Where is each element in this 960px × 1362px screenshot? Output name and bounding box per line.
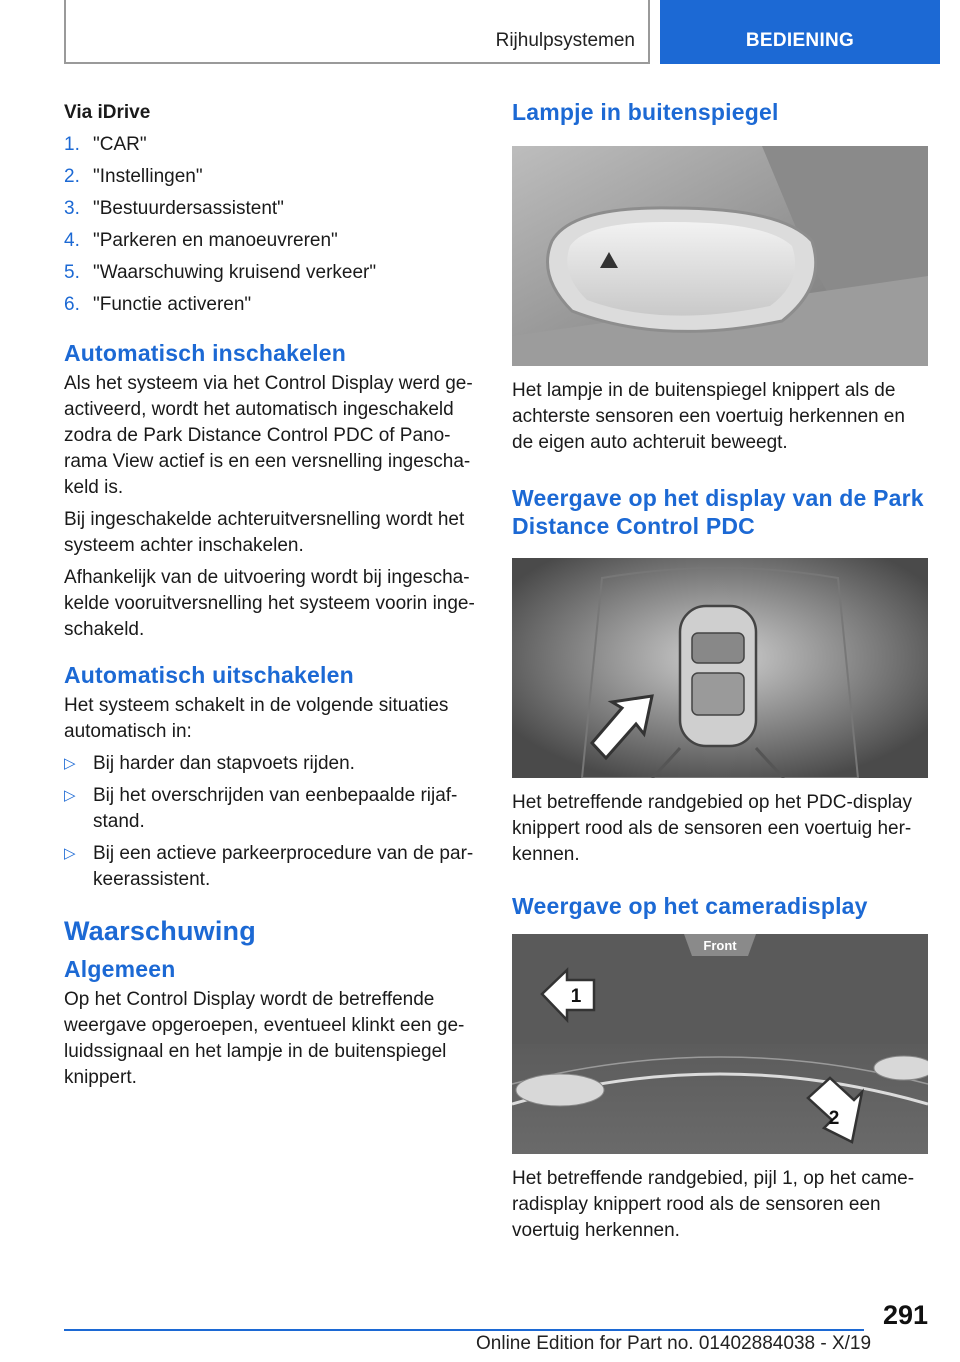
general-heading: Algemeen — [64, 956, 176, 982]
chapter-tab-label: BEDIENING — [745, 30, 855, 51]
car-icon — [516, 1074, 604, 1106]
auto-on-paragraph-1: Als het systeem via het Control Display werd ge‐activeerd, wordt het automatisch ingeschakeld zodra de Park Distance Control PDC of Pano‐rama View actief is en een versnelling ingescha‐keld is. — [64, 373, 473, 498]
step-number: 3. — [64, 198, 80, 219]
warning-heading: Waarschuwing — [64, 916, 256, 946]
step-text: "Parkeren en manoeuvreren" — [93, 230, 338, 251]
section-title: Rijhulpsystemen — [495, 30, 635, 51]
list-item — [64, 751, 478, 777]
arrow-2-number: 2 — [828, 1108, 840, 1129]
footer-rule — [64, 1329, 864, 1331]
right-column — [512, 98, 928, 1260]
pdc-heading: Weergave op het display van de Park Distance Control PDC — [512, 485, 924, 539]
left-column — [64, 100, 478, 1097]
step-text: "Instellingen" — [93, 166, 203, 187]
triangle-bullet-icon: ▷ — [64, 755, 76, 772]
auto-off-intro: Het systeem schakelt in de volgende situaties automatisch in: — [64, 695, 449, 742]
bullet-text: Bij een actieve parkeerprocedure van de par‐keerassistent. — [93, 843, 474, 890]
step-number: 4. — [64, 230, 80, 251]
step-text: "Waarschuwing kruisend verkeer" — [93, 262, 377, 283]
bullet-text: Bij het overschrijden van eenbepaalde rijaf‐stand. — [93, 785, 458, 832]
list-item — [64, 841, 478, 893]
list-item — [64, 161, 478, 193]
list-item — [64, 257, 478, 289]
auto-on-heading: Automatisch inschakelen — [64, 340, 346, 366]
auto-on-paragraph-2: Bij ingeschakelde achteruitversnelling wordt het systeem achter inschakelen. — [64, 509, 465, 556]
mirror-paragraph: Het lampje in de buitenspiegel knippert als de achterste sensoren een voertuig herkennen en de eigen auto achteruit beweegt. — [512, 380, 905, 453]
via-idrive-heading: Via iDrive — [64, 102, 151, 123]
car-icon — [874, 1056, 928, 1080]
bullet-text: Bij harder dan stapvoets rijden. — [93, 753, 355, 774]
pdc-paragraph: Het betreffende randgebied op het PDC-display knippert rood als de sensoren een voertuig her‐kennen. — [512, 792, 912, 865]
page-number: 291 — [882, 1300, 928, 1330]
camera-heading: Weergave op het cameradisplay — [512, 893, 868, 919]
idrive-steps — [64, 129, 478, 321]
list-item — [64, 129, 478, 161]
step-text: "CAR" — [93, 134, 147, 155]
auto-off-heading: Automatisch uitschakelen — [64, 662, 354, 688]
step-number: 1. — [64, 134, 80, 155]
mirror-illustration — [512, 146, 928, 366]
chapter-tab[interactable] — [660, 0, 940, 64]
header-right-rule — [648, 0, 650, 64]
step-text: "Bestuurdersassistent" — [93, 198, 284, 219]
pdc-display-illustration — [512, 558, 928, 778]
triangle-bullet-icon: ▷ — [64, 845, 76, 862]
front-label: Front — [703, 938, 737, 953]
step-number: 6. — [64, 294, 80, 315]
header-bottom-rule — [64, 62, 650, 64]
step-number: 5. — [64, 262, 80, 283]
triangle-bullet-icon: ▷ — [64, 787, 76, 804]
list-item — [64, 783, 478, 835]
list-item — [64, 225, 478, 257]
auto-on-paragraph-3: Afhankelijk van de uitvoering wordt bij ingescha‐kelde vooruitversnelling het systeem voorin inge‐schakeld. — [64, 567, 475, 640]
camera-display-illustration — [512, 934, 928, 1154]
general-paragraph: Op het Control Display wordt de betreffende weergave opgeroepen, eventueel klinkt een ge‐luidssignaal en het lampje in de buitenspiegel knippert. — [64, 989, 465, 1088]
step-text: "Functie activeren" — [93, 294, 252, 315]
mirror-heading: Lampje in buitenspiegel — [512, 99, 779, 125]
arrow-1-number: 1 — [570, 986, 582, 1007]
camera-paragraph: Het betreffende randgebied, pijl 1, op het came‐radisplay knippert rood als de sensoren een voertuig herkennen. — [512, 1168, 915, 1241]
auto-off-bullets — [64, 751, 478, 893]
step-number: 2. — [64, 166, 80, 187]
footer-edition: Online Edition for Part no. 01402884038 - X/19 — [476, 1333, 872, 1354]
list-item — [64, 289, 478, 321]
list-item — [64, 193, 478, 225]
